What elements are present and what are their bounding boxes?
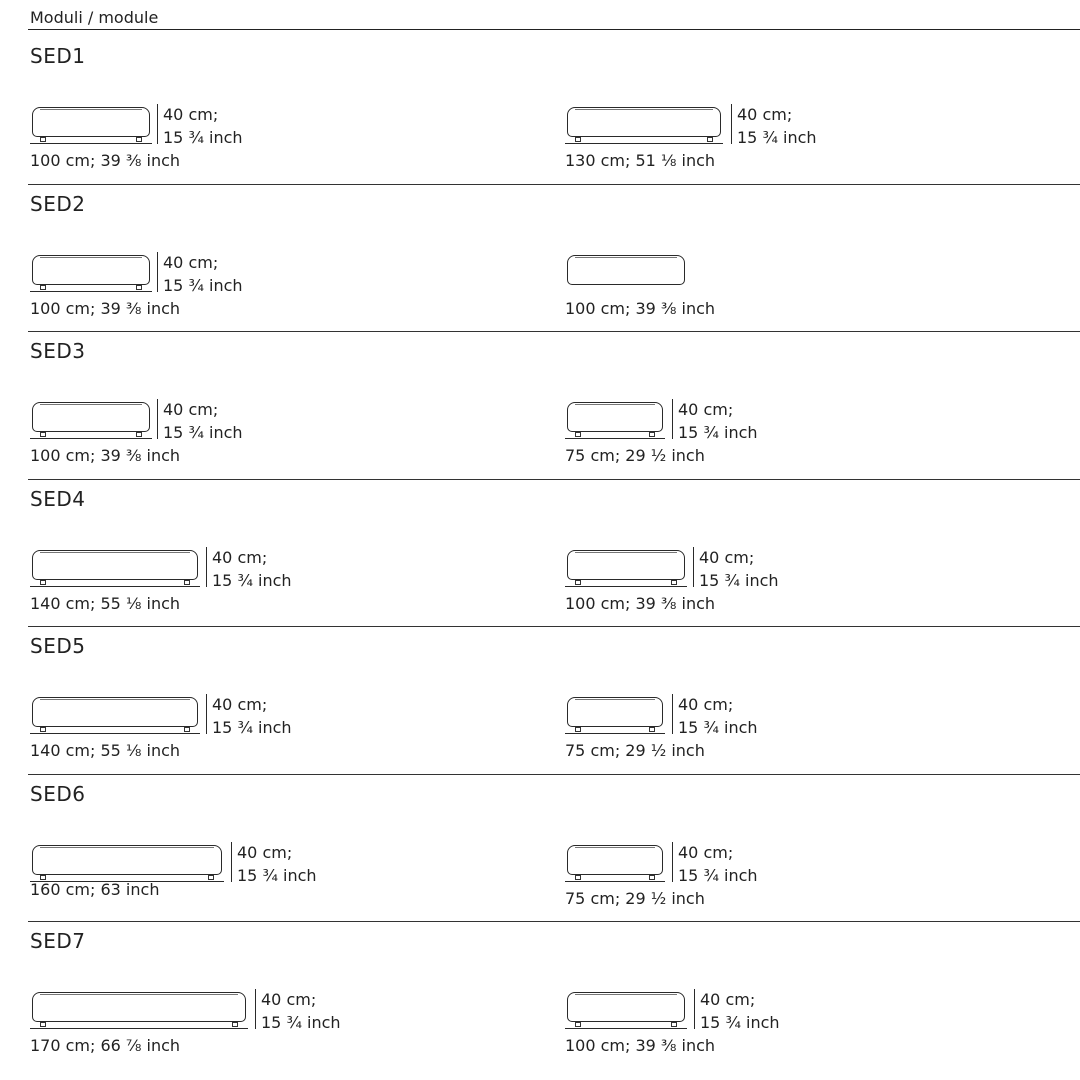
- width-label: 75 cm; 29 ½ inch: [565, 446, 705, 465]
- height-label: 40 cm; 15 ¾ inch: [237, 843, 317, 885]
- sofa-module-drawing: [32, 992, 246, 1028]
- height-dimension-line: [672, 694, 673, 734]
- width-label: 160 cm; 63 inch: [30, 880, 160, 899]
- width-dimension-line: [565, 438, 665, 439]
- sofa-module-drawing: [567, 992, 685, 1028]
- section-code: SED2: [30, 192, 86, 216]
- height-dimension-line: [255, 989, 256, 1029]
- height-dimension-line: [157, 399, 158, 439]
- width-label: 100 cm; 39 ⅜ inch: [30, 299, 181, 318]
- width-dimension-line: [30, 143, 152, 144]
- height-label: 40 cm; 15 ¾ inch: [678, 400, 758, 442]
- width-label: 75 cm; 29 ½ inch: [565, 889, 705, 908]
- section-divider: [28, 184, 1080, 185]
- width-label: 100 cm; 39 ⅜ inch: [565, 1036, 716, 1055]
- width-label: 100 cm; 39 ⅜ inch: [565, 594, 716, 613]
- sofa-module-drawing: [567, 402, 663, 438]
- width-dimension-line: [30, 1028, 248, 1029]
- section-divider: [28, 331, 1080, 332]
- width-label: 100 cm; 39 ⅜ inch: [30, 446, 181, 465]
- height-dimension-line: [157, 252, 158, 292]
- section-divider: [28, 479, 1080, 480]
- height-label: 40 cm; 15 ¾ inch: [678, 695, 758, 737]
- width-label: 130 cm; 51 ⅛ inch: [565, 151, 716, 170]
- sofa-module-drawing: [567, 255, 685, 291]
- section-code: SED1: [30, 44, 86, 68]
- width-dimension-line: [30, 438, 152, 439]
- width-dimension-line: [30, 291, 152, 292]
- sofa-module-drawing: [32, 845, 222, 881]
- width-dimension-line: [565, 1028, 687, 1029]
- section-divider: [28, 626, 1080, 627]
- width-label: 170 cm; 66 ⅞ inch: [30, 1036, 181, 1055]
- height-dimension-line: [157, 104, 158, 144]
- sofa-module-drawing: [567, 550, 685, 586]
- sofa-module-drawing: [567, 845, 663, 881]
- sofa-module-drawing: [32, 107, 150, 143]
- height-label: 40 cm; 15 ¾ inch: [699, 548, 779, 590]
- height-dimension-line: [206, 547, 207, 587]
- module-section: [0, 331, 1080, 479]
- height-label: 40 cm; 15 ¾ inch: [261, 990, 341, 1032]
- width-label: 100 cm; 39 ⅜ inch: [565, 299, 716, 318]
- height-label: 40 cm; 15 ¾ inch: [163, 253, 243, 295]
- height-dimension-line: [694, 989, 695, 1029]
- width-label: 140 cm; 55 ⅛ inch: [30, 594, 181, 613]
- sofa-module-drawing: [567, 107, 721, 143]
- width-dimension-line: [30, 586, 200, 587]
- section-code: SED3: [30, 339, 86, 363]
- width-dimension-line: [565, 586, 687, 587]
- section-code: SED5: [30, 634, 86, 658]
- sofa-module-drawing: [32, 697, 198, 733]
- module-section: [0, 184, 1080, 332]
- module-section: [0, 479, 1080, 627]
- sofa-module-drawing: [32, 550, 198, 586]
- width-label: 75 cm; 29 ½ inch: [565, 741, 705, 760]
- height-dimension-line: [693, 547, 694, 587]
- height-label: 40 cm; 15 ¾ inch: [678, 843, 758, 885]
- module-section: [0, 774, 1080, 922]
- height-dimension-line: [672, 842, 673, 882]
- width-label: 100 cm; 39 ⅜ inch: [30, 151, 181, 170]
- sofa-module-drawing: [32, 255, 150, 291]
- height-dimension-line: [731, 104, 732, 144]
- width-dimension-line: [565, 733, 665, 734]
- width-dimension-line: [565, 881, 665, 882]
- height-dimension-line: [206, 694, 207, 734]
- sofa-module-drawing: [567, 697, 663, 733]
- page-title: Moduli / module: [30, 8, 159, 27]
- section-code: SED4: [30, 487, 86, 511]
- section-code: SED6: [30, 782, 86, 806]
- height-dimension-line: [231, 842, 232, 882]
- section-divider: [28, 921, 1080, 922]
- section-divider: [28, 774, 1080, 775]
- height-label: 40 cm; 15 ¾ inch: [737, 105, 817, 147]
- module-section: [0, 626, 1080, 774]
- height-label: 40 cm; 15 ¾ inch: [700, 990, 780, 1032]
- module-section: [0, 36, 1080, 184]
- width-label: 140 cm; 55 ⅛ inch: [30, 741, 181, 760]
- height-label: 40 cm; 15 ¾ inch: [212, 548, 292, 590]
- width-dimension-line: [30, 733, 200, 734]
- header-divider: [28, 29, 1080, 30]
- height-label: 40 cm; 15 ¾ inch: [163, 400, 243, 442]
- sofa-module-drawing: [32, 402, 150, 438]
- height-label: 40 cm; 15 ¾ inch: [163, 105, 243, 147]
- height-label: 40 cm; 15 ¾ inch: [212, 695, 292, 737]
- module-section: [0, 921, 1080, 1069]
- section-code: SED7: [30, 929, 86, 953]
- height-dimension-line: [672, 399, 673, 439]
- width-dimension-line: [565, 143, 723, 144]
